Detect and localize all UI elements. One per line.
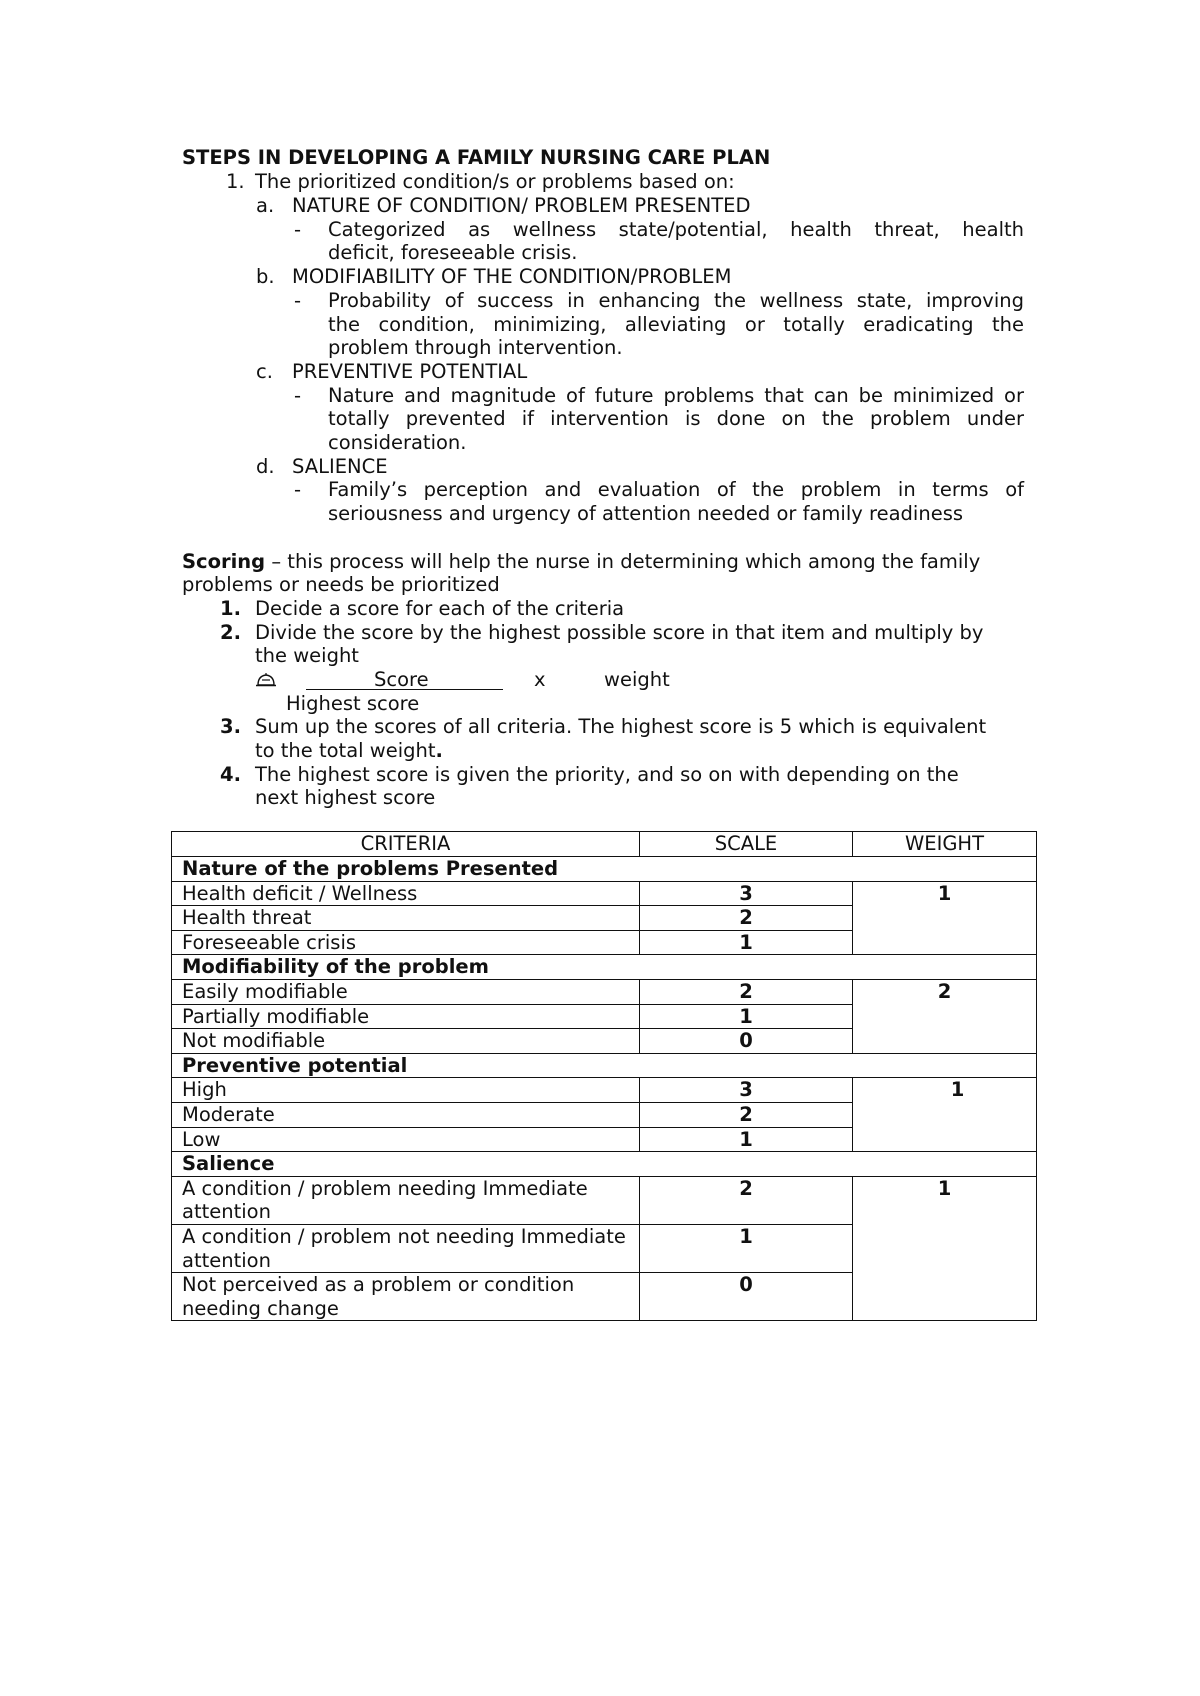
header-scale: SCALE [640, 832, 853, 857]
table-row [172, 1078, 1037, 1103]
scoring-intro [182, 550, 980, 574]
formula-weight: weight [604, 668, 670, 691]
table-section-row [172, 955, 1037, 980]
scoring-step-text: The highest score is given the priority, and so on with depending on the [255, 763, 959, 786]
scale-cell: 1 [640, 1004, 853, 1029]
criteria-cell: Health threat [172, 906, 640, 931]
item-line: totally prevented if intervention is done on the problem under [328, 407, 1024, 430]
criteria-cell: Foreseeable crisis [172, 930, 640, 955]
scoring-step-text: next highest score [255, 786, 436, 809]
item-line: the condition, minimizing, alleviating or totally eradicating the [328, 313, 1024, 336]
criteria-cell: A condition / problem not needing Immediate attention [172, 1224, 640, 1272]
item-dash: - [294, 289, 302, 312]
scale-cell: 2 [640, 906, 853, 931]
header-criteria: CRITERIA [172, 832, 640, 857]
item-letter: d. [256, 455, 275, 478]
item-line: Family’s perception and evaluation of the problem in terms of [328, 478, 1024, 501]
scoring-step-number: 3. [220, 715, 241, 738]
formula-denominator: Highest score [286, 692, 420, 715]
item-line: deficit, foreseeable crisis. [328, 241, 578, 264]
table-section-row [172, 1152, 1037, 1177]
bell-icon [255, 670, 277, 694]
step-text: The prioritized condition/s or problems based on: [255, 170, 735, 193]
table-section-row [172, 857, 1037, 882]
criteria-cell: Not modifiable [172, 1029, 640, 1054]
formula-underline [306, 689, 503, 690]
scoring-step-number: 1. [220, 597, 241, 620]
weight-cell: 2 [853, 979, 1037, 1053]
scoring-step-text: Sum up the scores of all criteria. The highest score is 5 which is equivalent [255, 715, 987, 738]
weight-cell [853, 1078, 1037, 1152]
scale-cell: 0 [640, 1273, 853, 1321]
item-line: seriousness and urgency of attention needed or family readiness [328, 502, 964, 525]
criteria-cell: High [172, 1078, 640, 1103]
section-title: Nature of the problems Presented [172, 857, 1037, 882]
step-number: 1. [226, 170, 245, 193]
header-weight: WEIGHT [853, 832, 1037, 857]
criteria-table [171, 831, 1037, 1321]
scale-cell: 0 [640, 1029, 853, 1054]
formula-times: x [534, 668, 546, 691]
criteria-cell: Easily modifiable [172, 979, 640, 1004]
criteria-cell: Not perceived as a problem or condition needing change [172, 1273, 640, 1321]
item-line: consideration. [328, 431, 467, 454]
weight-cell: 1 [853, 881, 1037, 955]
scale-cell: 2 [640, 1176, 853, 1224]
page-title: STEPS IN DEVELOPING A FAMILY NURSING CARE PLAN [182, 146, 771, 169]
scoring-step-text: to the total weight [255, 739, 436, 762]
scale-cell: 1 [640, 1127, 853, 1152]
criteria-cell: Partially modifiable [172, 1004, 640, 1029]
item-heading: SALIENCE [292, 455, 388, 478]
weight-cell: 1 [853, 1176, 1037, 1321]
table-row [172, 881, 1037, 906]
scoring-step-text: the weight [255, 644, 359, 667]
item-letter: b. [256, 265, 275, 288]
item-heading: MODIFIABILITY OF THE CONDITION/PROBLEM [292, 265, 732, 288]
scale-cell: 1 [640, 930, 853, 955]
table-section-row [172, 1053, 1037, 1078]
scoring-step-period: . [435, 739, 443, 762]
scale-cell: 1 [640, 1224, 853, 1272]
criteria-cell: A condition / problem needing Immediate attention [172, 1176, 640, 1224]
item-line: problem through intervention. [328, 336, 623, 359]
scoring-intro-text: – this process will help the nurse in determining which among the family [265, 550, 981, 573]
item-dash: - [294, 218, 302, 241]
criteria-cell: Low [172, 1127, 640, 1152]
item-dash: - [294, 478, 302, 501]
item-dash: - [294, 384, 302, 407]
scale-cell: 3 [640, 1078, 853, 1103]
formula-numerator: Score [374, 668, 429, 691]
criteria-cell: Moderate [172, 1102, 640, 1127]
item-letter: c. [256, 360, 273, 383]
scoring-step-number: 2. [220, 621, 241, 644]
scoring-intro-line: problems or needs be prioritized [182, 573, 500, 596]
scoring-label: Scoring [182, 550, 266, 573]
item-heading: NATURE OF CONDITION/ PROBLEM PRESENTED [292, 194, 751, 217]
scale-cell: 2 [640, 979, 853, 1004]
table-header-row [172, 832, 1037, 857]
item-letter: a. [256, 194, 275, 217]
scoring-step-text-line [255, 739, 443, 763]
scale-cell: 2 [640, 1102, 853, 1127]
scoring-step-text: Decide a score for each of the criteria [255, 597, 625, 620]
item-line: Categorized as wellness state/potential, health threat, health [328, 218, 1024, 241]
table-row [172, 1176, 1037, 1224]
section-title: Modifiability of the problem [172, 955, 1037, 980]
scoring-step-text: Divide the score by the highest possible score in that item and multiply by [255, 621, 984, 644]
weight-value: 1 [950, 1078, 965, 1102]
scale-cell: 3 [640, 881, 853, 906]
item-heading: PREVENTIVE POTENTIAL [292, 360, 528, 383]
section-title: Preventive potential [172, 1053, 1037, 1078]
criteria-cell: Health deficit / Wellness [172, 881, 640, 906]
item-line: Probability of success in enhancing the wellness state, improving [328, 289, 1024, 312]
table-row [172, 979, 1037, 1004]
scoring-step-number: 4. [220, 763, 241, 786]
section-title: Salience [172, 1152, 1037, 1177]
item-line: Nature and magnitude of future problems that can be minimized or [328, 384, 1024, 407]
